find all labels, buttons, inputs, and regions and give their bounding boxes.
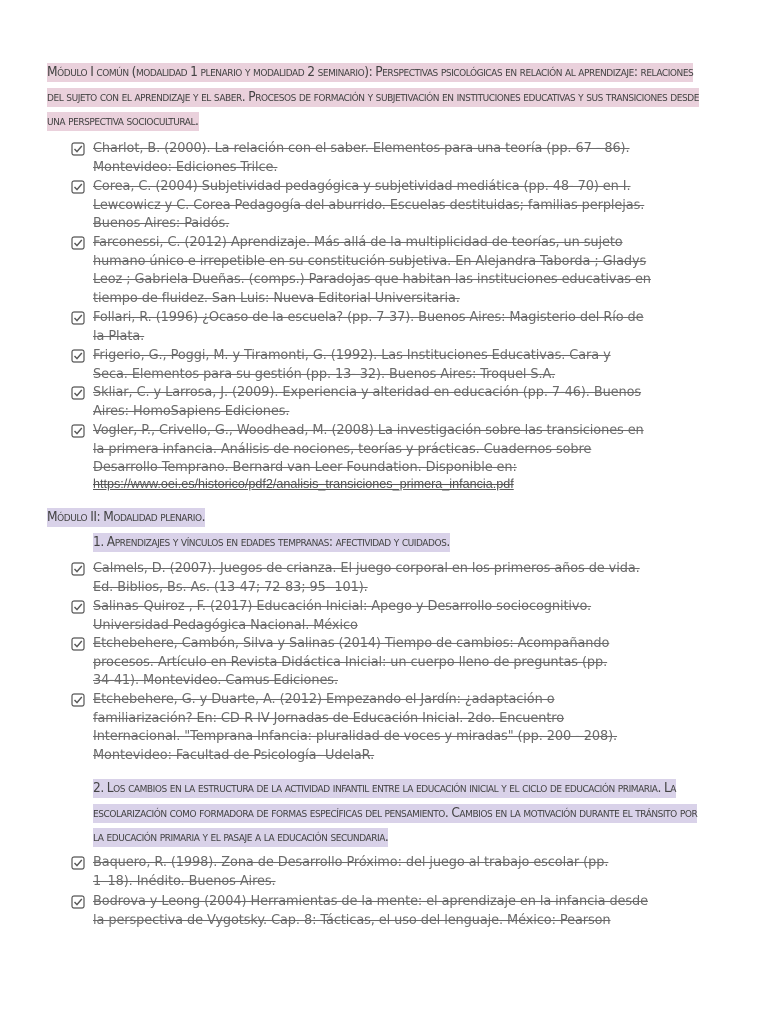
checked-box-icon[interactable] bbox=[71, 142, 85, 156]
reference-line: Internacional. "Temprana Infancia: pluralidad de voces y miradas" (pp. 200 - 208). bbox=[93, 729, 618, 745]
sub1-title-text: 1. Aprendizajes y vínculos en edades tempranas: afectividad y cuidados. bbox=[93, 534, 450, 550]
module2-title bbox=[47, 505, 205, 530]
reference-line: Vogler, P., Crivello, G., Woodhead, M. (2008) La investigación sobre las transiciones en bbox=[93, 423, 644, 438]
reference-line: 34-41). Montevideo. Camus Ediciones. bbox=[93, 673, 338, 689]
reference-line: la primera infancia. Análisis de nociones, teorías y prácticas. Cuadernos sobre bbox=[93, 441, 592, 457]
reference-text bbox=[93, 691, 733, 766]
sub2-title-line: escolarización como formadora de formas específicas del pensamiento. Cambios en la motivación durante el tránsito por bbox=[93, 804, 698, 821]
reference-line: 1–18). Inédito. Buenos Aires. bbox=[93, 873, 276, 889]
reference-line: Aires: HomoSapiens Ediciones. bbox=[93, 403, 290, 419]
module1-title bbox=[47, 60, 699, 134]
module1-title-line: Módulo I común (modalidad 1 plenario y modalidad 2 seminario): Perspectivas psicológicas en relación al aprendizaje: relaciones bbox=[47, 64, 694, 80]
reference-line: Corea, C. (2004) Subjetividad pedagógica y subjetividad mediática (pp. 48- 70) en I. bbox=[93, 179, 631, 194]
module2-title-text: Módulo II: Modalidad plenario. bbox=[47, 509, 206, 525]
reference-line: Charlot, B. (2000). La relación con el saber. Elementos para una teoría (pp. 67 - 86). bbox=[93, 141, 630, 156]
checked-box-icon[interactable] bbox=[71, 349, 85, 363]
reference-line: Bodrova y Leong (2004) Herramientas de la mente: el aprendizaje en la infancia desde bbox=[93, 894, 648, 909]
module2-sub1-title bbox=[93, 530, 450, 555]
checked-box-icon[interactable] bbox=[71, 236, 85, 250]
reference-line: la perspectiva de Vygotsky. Cap. 8: Tácticas, el uso del lenguaje. México: Pearson bbox=[93, 912, 611, 928]
reference-text bbox=[93, 178, 733, 234]
reference-line: Leoz ; Gabriela Dueñas. (comps.) Paradojas que habitan las instituciones educativas en bbox=[93, 272, 651, 288]
module2-sub2-title bbox=[93, 776, 697, 850]
reference-line: Lewcowicz y C. Corea Pedagogía del aburrido. Escuelas destituidas; familias perplejas. bbox=[93, 197, 645, 213]
reference-line: procesos. Artículo en Revista Didáctica Inicial: un cuerpo lleno de preguntas (pp. bbox=[93, 654, 608, 670]
reference-line: Montevideo: Facultad de Psicología- UdelaR. bbox=[93, 748, 375, 764]
reference-line: Baquero, R. (1998). Zona de Desarrollo Próximo: del juego al trabajo escolar (pp. bbox=[93, 855, 609, 870]
reference-text bbox=[93, 384, 733, 421]
reference-line: humano único e irrepetible en su constitución subjetiva. En Alejandra Taborda ; Gladys bbox=[93, 253, 647, 269]
checked-box-icon[interactable] bbox=[71, 311, 85, 325]
reference-text bbox=[93, 422, 733, 478]
reference-line: Farconessi, C. (2012) Aprendizaje. Más allá de la multiplicidad de teorías, un sujeto bbox=[93, 235, 623, 250]
reference-text bbox=[93, 309, 733, 346]
reference-line: Salinas-Quiroz , F. (2017) Educación Inicial: Apego y Desarrollo sociocognitivo. bbox=[93, 599, 592, 614]
reference-line: tiempo de fluidez. San Luis: Nueva Editorial Universitaria. bbox=[93, 291, 460, 307]
checked-box-icon[interactable] bbox=[71, 386, 85, 400]
transiciones-pdf-link[interactable]: https://www.oei.es/historico/pdf2/analisis_transiciones_primera_infancia.pdf bbox=[93, 477, 514, 491]
reference-text bbox=[93, 234, 733, 309]
reference-line: la Plata. bbox=[93, 328, 145, 344]
reference-text bbox=[93, 635, 733, 691]
reference-line: Skliar, C. y Larrosa, J. (2009). Experiencia y alteridad en educación (pp. 7-46). Buenos bbox=[93, 385, 642, 400]
reference-line: Frigerio, G., Poggi, M. y Tiramonti, G. (1992). Las Instituciones Educativas. Cara y bbox=[93, 348, 611, 363]
reference-line: Etchebehere, Cambón, Silva y Salinas (2014) Tiempo de cambios: Acompañando bbox=[93, 636, 610, 651]
reference-line: Universidad Pedagógica Nacional. México bbox=[93, 617, 358, 633]
reference-text bbox=[93, 140, 733, 177]
reference-line: Desarrollo Temprano. Bernard van Leer Foundation. Disponible en: bbox=[93, 460, 517, 476]
checked-box-icon[interactable] bbox=[71, 180, 85, 194]
reference-line: Montevideo: Ediciones Trilce. bbox=[93, 159, 278, 175]
checked-box-icon[interactable] bbox=[71, 895, 85, 909]
reference-line: Follari, R. (1996) ¿Ocaso de la escuela? (pp. 7-37). Buenos Aires: Magisterio del Río de bbox=[93, 310, 644, 325]
reference-text bbox=[93, 854, 733, 891]
module1-title-line: una perspectiva sociocultural. bbox=[47, 113, 199, 129]
checked-box-icon[interactable] bbox=[71, 693, 85, 707]
checked-box-icon[interactable] bbox=[71, 856, 85, 870]
sub2-title-line: 2. Los cambios en la estructura de la actividad infantil entre la educación inicial y el ciclo de educación primaria. La bbox=[93, 780, 677, 796]
checked-box-icon[interactable] bbox=[71, 562, 85, 576]
sub2-title-line: la educación primaria y el pasaje a la educación secundaria. bbox=[93, 829, 389, 845]
reference-line: Calmels, D. (2007). Juegos de crianza. El juego corporal en los primeros años de vida. bbox=[93, 561, 640, 576]
reference-line: Etchebehere, G. y Duarte, A. (2012) Empezando el Jardín: ¿adaptación o bbox=[93, 692, 555, 707]
checked-box-icon[interactable] bbox=[71, 637, 85, 651]
reference-line: Seca. Elementos para su gestión (pp. 13- 32). Buenos Aires: Troquel S.A. bbox=[93, 366, 556, 382]
reference-line: Buenos Aires: Paidós. bbox=[93, 216, 230, 232]
reference-text bbox=[93, 893, 733, 930]
reference-text bbox=[93, 347, 733, 384]
module1-title-line: del sujeto con el aprendizaje y el saber. Procesos de formación y subjetivación en instituciones educativas y sus transiciones desde bbox=[47, 88, 699, 105]
reference-line: Ed. Biblios, Bs. As. (13-47; 72-83; 95- 101). bbox=[93, 579, 368, 595]
checked-box-icon[interactable] bbox=[71, 600, 85, 614]
reference-text bbox=[93, 598, 733, 635]
reference-text bbox=[93, 560, 733, 597]
reference-line: familiarización? En: CD-R IV Jornadas de Educación Inicial. 2do. Encuentro bbox=[93, 710, 565, 726]
checked-box-icon[interactable] bbox=[71, 424, 85, 438]
